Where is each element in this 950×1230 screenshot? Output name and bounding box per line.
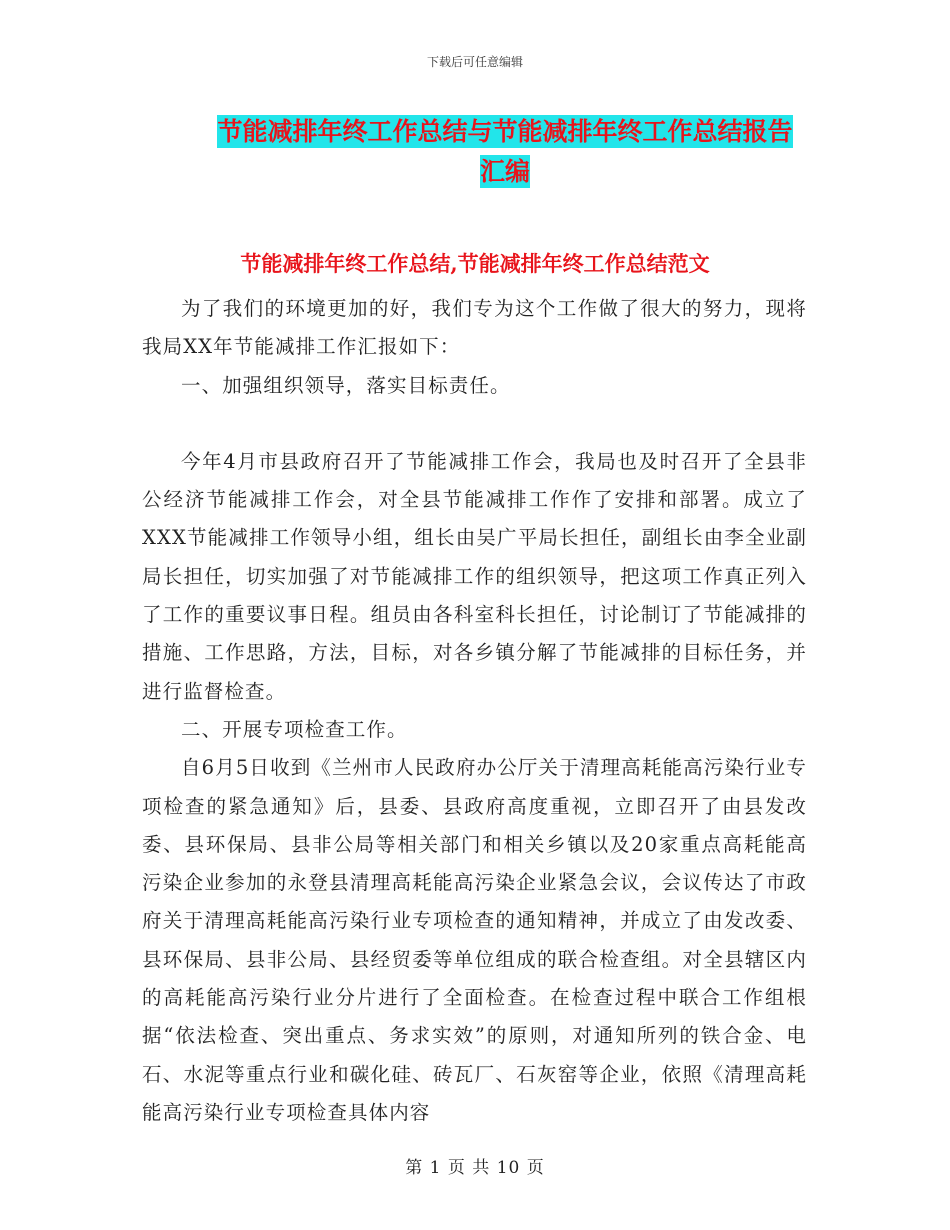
document-title-line1: 节能减排年终工作总结与节能减排年终工作总结报告 <box>217 117 793 146</box>
page-number: 第 1 页 共 10 页 <box>405 1158 545 1178</box>
paragraph-section-1: 今年4月市县政府召开了节能减排工作会，我局也及时召开了全县非公经济节能减排工作会，对全县节能减排工作作了安排和部署。成立了XXX节能减排工作领导小组，组长由吴广平局长担任，副组长由李全业副局长担任，切实加强了对节能减排工作的组织领导，把这项工作真正列入了工作的重要议事日程。组员由各科室科长担任，讨论制订了节能减排的措施、工作思路，方法，目标，对各乡镇分解了节能减排的目标任务，并进行监督检查。 <box>142 449 807 703</box>
section-heading-2: 二、开展专项检查工作。 <box>181 717 408 741</box>
section-heading-1: 一、加强组织领导，落实目标责任。 <box>181 373 511 397</box>
paragraph-section-2: 自6月5日收到《兰州市人民政府办公厅关于清理高耗能高污染行业专项检查的紧急通知》后，县委、县政府高度重视，立即召开了由县发改委、县环保局、县非公局等相关部门和相关乡镇以及20家重点高耗能高污染企业参加的永登县清理高耗能高污染企业紧急会议，会议传达了市政府关于清理高耗能高污染行业专项检查的通知精神，并成立了由发改委、县环保局、县非公局、县经贸委等单位组成的联合检查组。对全县辖区内的高耗能高污染行业分片进行了全面检查。在检查过程中联合工作组根据“依法检查、突出重点、务求实效”的原则，对通知所列的铁合金、电石、水泥等重点行业和碳化硅、砖瓦厂、石灰窑等企业，依照《清理高耗能高污染行业专项检查具体内容 <box>142 756 807 1124</box>
header-note: 下载后可任意编辑 <box>426 55 523 69</box>
document-subtitle: 节能减排年终工作总结,节能减排年终工作总结范文 <box>240 251 710 276</box>
paragraph-intro: 为了我们的环境更加的好，我们专为这个工作做了很大的努力，现将我局XX年节能减排工作汇报如下： <box>142 297 807 359</box>
document-title-line2: 汇编 <box>479 157 530 186</box>
document-body <box>142 290 807 1132</box>
document-title <box>195 112 815 192</box>
